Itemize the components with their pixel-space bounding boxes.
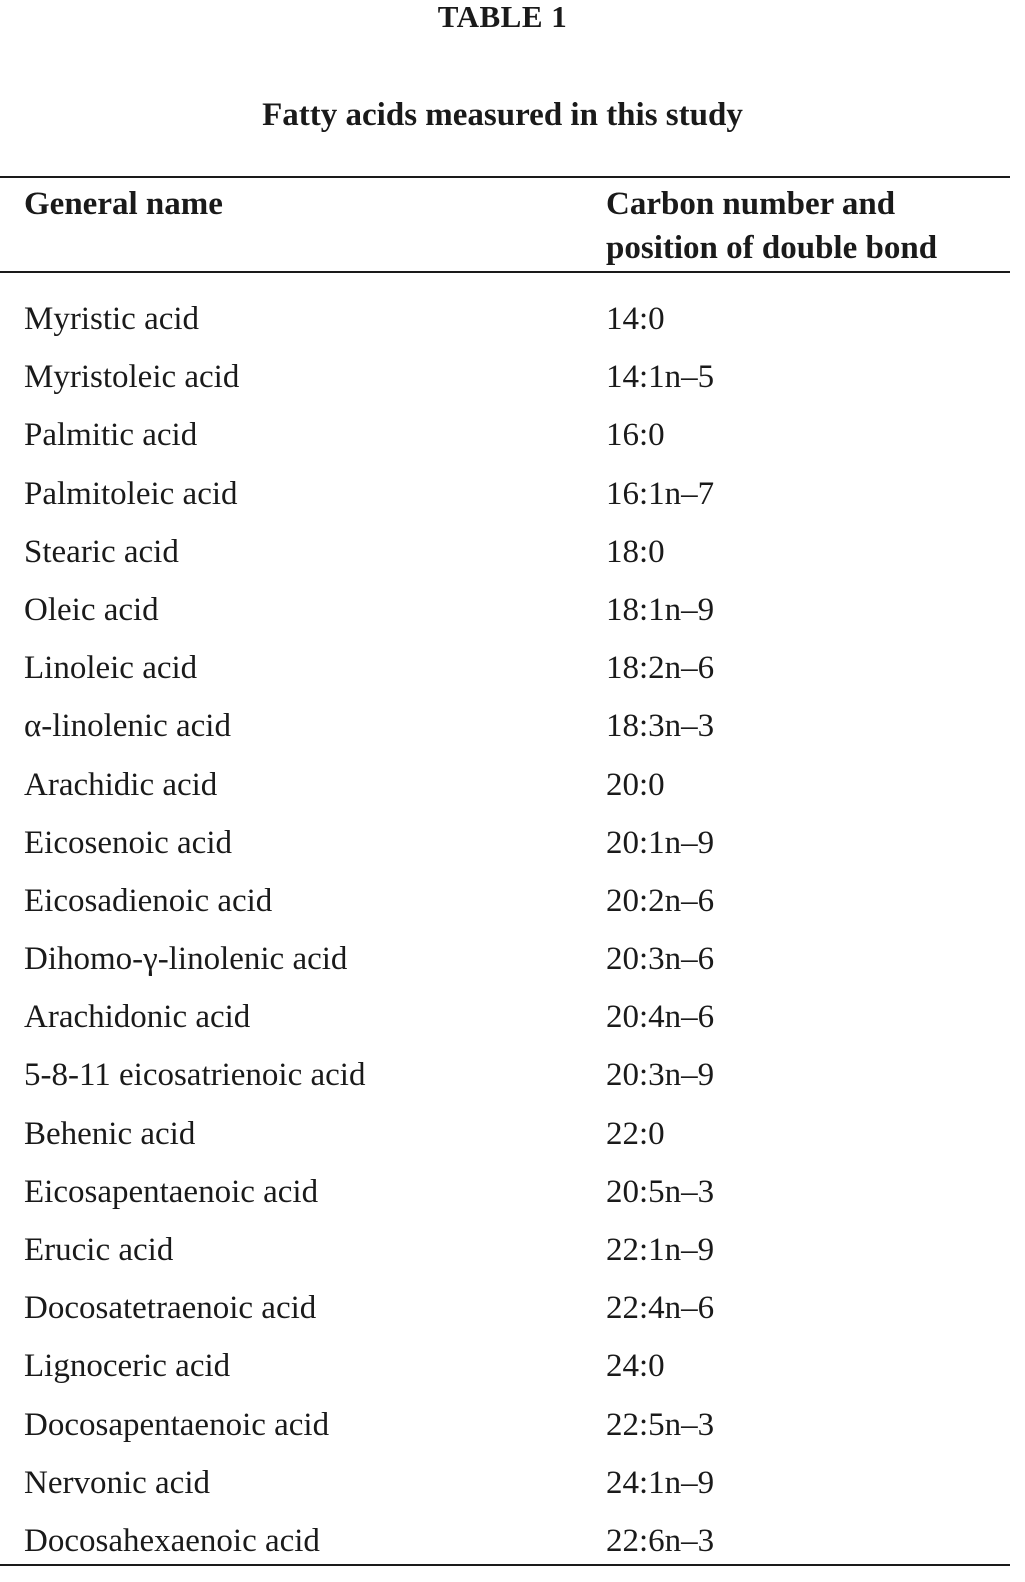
cell-general-name: Myristic acid bbox=[24, 301, 200, 337]
cell-general-name: Eicosadienoic acid bbox=[24, 882, 273, 919]
cell-general-name: Oleic acid bbox=[24, 591, 159, 628]
cell-general-name: Behenic acid bbox=[24, 1115, 196, 1152]
cell-carbon-number: 16:0 bbox=[606, 417, 665, 454]
cell-general-name: Eicosapentaenoic acid bbox=[24, 1173, 319, 1210]
cell-general-name: Palmitoleic acid bbox=[24, 475, 238, 512]
cell-general-name: α-linolenic acid bbox=[24, 708, 231, 745]
table-row bbox=[0, 348, 1010, 406]
table-row bbox=[0, 1396, 1010, 1454]
table-row bbox=[0, 581, 1010, 639]
header-general-name: General name bbox=[24, 186, 223, 222]
cell-carbon-number: 20:3n–9 bbox=[606, 1057, 715, 1094]
cell-carbon-number: 22:5n–3 bbox=[606, 1406, 715, 1443]
table-row bbox=[0, 1221, 1010, 1279]
cell-general-name: Dihomo-γ-linolenic acid bbox=[24, 941, 348, 978]
table-row bbox=[0, 872, 1010, 930]
table-caption: Fatty acids measured in this study bbox=[262, 97, 743, 133]
table-row bbox=[0, 814, 1010, 872]
table-row bbox=[0, 930, 1010, 988]
cell-general-name: Linoleic acid bbox=[24, 650, 198, 687]
table-body bbox=[0, 290, 1010, 1570]
cell-general-name: Arachidic acid bbox=[24, 766, 218, 803]
cell-general-name: Erucic acid bbox=[24, 1232, 174, 1268]
cell-carbon-number: 20:4n–6 bbox=[606, 999, 715, 1036]
table-row bbox=[0, 290, 1010, 348]
table-row bbox=[0, 1454, 1010, 1512]
cell-general-name: Myristoleic acid bbox=[24, 359, 240, 396]
table-row bbox=[0, 1046, 1010, 1104]
cell-general-name: Stearic acid bbox=[24, 533, 179, 570]
table-header-row bbox=[0, 182, 1010, 270]
table-bottom-rule bbox=[0, 1564, 1010, 1566]
table-row bbox=[0, 523, 1010, 581]
table-row bbox=[0, 1512, 1010, 1570]
cell-carbon-number: 20:5n–3 bbox=[606, 1173, 715, 1210]
cell-carbon-number: 14:0 bbox=[606, 301, 665, 337]
table-row bbox=[0, 1337, 1010, 1395]
cell-general-name: 5-8-11 eicosatrienoic acid bbox=[24, 1057, 366, 1094]
cell-carbon-number: 22:4n–6 bbox=[606, 1290, 715, 1327]
table-row bbox=[0, 1279, 1010, 1337]
cell-carbon-number: 16:1n–7 bbox=[606, 475, 715, 512]
cell-general-name: Palmitic acid bbox=[24, 417, 198, 454]
cell-carbon-number: 22:6n–3 bbox=[606, 1522, 715, 1559]
cell-general-name: Nervonic acid bbox=[24, 1464, 210, 1501]
table-row bbox=[0, 988, 1010, 1046]
cell-carbon-number: 20:2n–6 bbox=[606, 882, 715, 919]
cell-carbon-number: 22:1n–9 bbox=[606, 1232, 715, 1268]
cell-carbon-number: 24:1n–9 bbox=[606, 1464, 715, 1501]
cell-general-name: Docosahexaenoic acid bbox=[24, 1522, 320, 1559]
table-row bbox=[0, 1105, 1010, 1163]
table-row bbox=[0, 756, 1010, 814]
cell-general-name: Arachidonic acid bbox=[24, 999, 251, 1036]
table-row bbox=[0, 697, 1010, 755]
cell-carbon-number: 18:1n–9 bbox=[606, 591, 715, 628]
cell-carbon-number: 18:3n–3 bbox=[606, 708, 715, 745]
cell-carbon-number: 24:0 bbox=[606, 1348, 665, 1385]
cell-carbon-number: 18:2n–6 bbox=[606, 650, 715, 687]
cell-carbon-number: 14:1n–5 bbox=[606, 359, 715, 396]
header-carbon-number: Carbon number and position of double bond bbox=[606, 186, 938, 266]
cell-general-name: Docosatetraenoic acid bbox=[24, 1290, 317, 1327]
table-top-rule bbox=[0, 176, 1010, 178]
cell-general-name: Eicosenoic acid bbox=[24, 824, 232, 861]
table-header-rule bbox=[0, 271, 1010, 273]
cell-general-name: Lignoceric acid bbox=[24, 1348, 231, 1385]
cell-carbon-number: 20:0 bbox=[606, 766, 665, 803]
table-row bbox=[0, 465, 1010, 523]
cell-carbon-number: 20:1n–9 bbox=[606, 824, 715, 861]
cell-carbon-number: 18:0 bbox=[606, 533, 665, 570]
table-row bbox=[0, 1163, 1010, 1221]
table-row bbox=[0, 406, 1010, 464]
table-row bbox=[0, 639, 1010, 697]
cell-general-name: Docosapentaenoic acid bbox=[24, 1406, 330, 1443]
cell-carbon-number: 20:3n–6 bbox=[606, 941, 715, 978]
cell-carbon-number: 22:0 bbox=[606, 1115, 665, 1152]
table-label: TABLE 1 bbox=[437, 0, 568, 34]
